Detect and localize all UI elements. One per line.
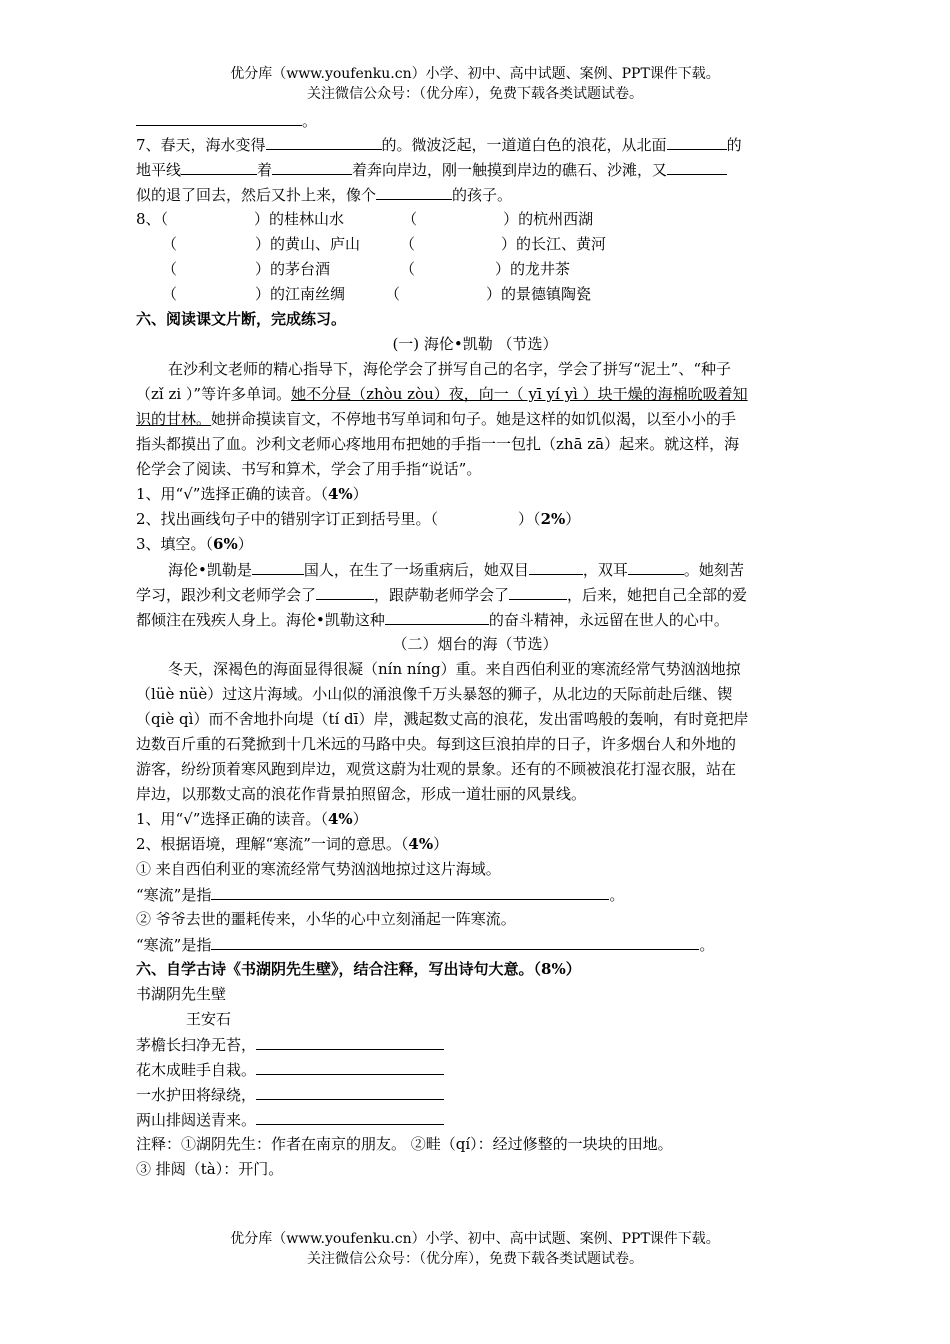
passage-1-line-4: 指头都摸出了血。沙利文老师心疼地用布把她的手指一一包扎（zhā zā）起来。就这样，海 bbox=[136, 435, 740, 453]
prev-answer-line: 。 bbox=[136, 110, 317, 131]
q8-row-2: （ ）的黄山、庐山 （ ）的长江、黄河 bbox=[162, 235, 607, 253]
underlined-sentence: 她不分昼（zhòu zòu）夜，向一（ yī yí yì ）块干燥的海棉吮吸着知 bbox=[291, 385, 748, 403]
passage-1-line-2: （zǐ zi ）”等许多单词。她不分昼（zhòu zòu）夜，向一（ yī yí yì ）块干燥的海棉吮吸着知 bbox=[136, 385, 748, 403]
poem-line-2: 花木成畦手自栽。 bbox=[136, 1059, 444, 1080]
answer-blank[interactable] bbox=[667, 159, 727, 175]
passage-1-question-1: 1、用“√”选择正确的读音。（4%） bbox=[136, 485, 368, 503]
passage-2-title: （二）烟台的海（节选） bbox=[392, 635, 558, 653]
fill-line-3: 都倾注在残疾人身上。海伦•凯勒这种 的奋斗精神，永远留在世人的心中。 bbox=[136, 611, 729, 629]
answer-blank[interactable] bbox=[211, 934, 699, 950]
answer-blank[interactable] bbox=[256, 1084, 444, 1100]
passage-2-line-3: （qiè qì）而不舍地扑向堤（tí dī）岸，溅起数丈高的浪花，发出雷鸣般的轰响，有时竟把岸 bbox=[136, 710, 749, 728]
answer-blank[interactable] bbox=[252, 559, 304, 575]
poem-line-4: 两山排闼送青来。 bbox=[136, 1109, 444, 1130]
underlined-sentence: 识的甘林。 bbox=[136, 410, 212, 428]
answer-blank[interactable] bbox=[316, 584, 374, 600]
q8-row-1: 8、（ ）的桂林山水 （ ）的杭州西湖 bbox=[136, 210, 594, 228]
poem-line-3: 一水护田将绿绕， bbox=[136, 1084, 444, 1105]
passage-2-sentence-2: ② 爷爷去世的噩耗传来，小华的心中立刻涌起一阵寒流。 bbox=[136, 910, 516, 928]
passage-2-answer-1: “寒流”是指 。 bbox=[136, 886, 625, 904]
passage-1-line-1: 在沙利文老师的精心指导下，海伦学会了拼写自己的名字，学会了拼写“泥土”、“种子 bbox=[168, 360, 732, 378]
passage-2-answer-2: “寒流”是指 。 bbox=[136, 936, 715, 954]
answer-blank[interactable] bbox=[385, 609, 489, 625]
answer-blank[interactable] bbox=[211, 884, 609, 900]
page-header-line-1: 优分库（www.youfenku.cn）小学、初中、高中试题、案例、PPT课件下载。 bbox=[230, 66, 720, 82]
q8-row-4: （ ）的江南丝绸 （ ）的景德镇陶瓷 bbox=[162, 285, 592, 303]
q7-line-2: 地平线 着 着奔向岸边，刚一触摸到岸边的礁石、沙滩，又 bbox=[136, 159, 727, 180]
answer-blank[interactable] bbox=[509, 584, 567, 600]
poem-note-2: ③ 排闼（tà）：开门。 bbox=[136, 1160, 284, 1178]
passage-2-line-6: 岸边，以那数丈高的浪花作背景拍照留念，形成一道壮丽的风景线。 bbox=[136, 785, 587, 803]
answer-blank[interactable] bbox=[256, 1109, 444, 1125]
page-footer-line-2: 关注微信公众号：（优分库），免费下载各类试题试卷。 bbox=[307, 1251, 643, 1267]
q7-line-1: 7、春天，海水变得 的。微波泛起，一道道白色的浪花，从北面 的 bbox=[136, 136, 742, 154]
passage-2-line-4: 边数百斤重的石凳掀到十几米远的马路中央。每到这巨浪拍岸的日子，许多烟台人和外地的 bbox=[136, 735, 737, 753]
passage-2-line-5: 游客，纷纷顶着寒风跑到岸边，观赏这蔚为壮观的景象。还有的不顾被浪花打湿衣服，站在 bbox=[136, 760, 737, 778]
answer-blank[interactable] bbox=[181, 159, 257, 175]
poem-section-title: 六、自学古诗《书湖阴先生壁》，结合注释，写出诗句大意。（8%） bbox=[136, 960, 581, 978]
poem-line-1: 茅檐长扫净无苔， bbox=[136, 1034, 444, 1055]
fill-line-1: 海伦•凯勒是 国人，在生了一场重病后，她双目 ，双耳 。她刻苦 bbox=[168, 561, 744, 579]
answer-blank[interactable] bbox=[256, 1059, 444, 1075]
section-6-title: 六、阅读课文片断，完成练习。 bbox=[136, 310, 347, 328]
passage-2-sentence-1: ① 来自西伯利亚的寒流经常气势汹汹地掠过这片海域。 bbox=[136, 860, 501, 878]
passage-2-line-2: （lüè nüè）过这片海域。小山似的涌浪像千万头暴怒的狮子，从北边的天际前赴后继、锲 bbox=[136, 685, 733, 703]
answer-blank[interactable] bbox=[667, 134, 727, 150]
passage-2-line-1: 冬天，深褐色的海面显得很凝（nín níng）重。来自西伯利亚的寒流经常气势汹汹地掠 bbox=[168, 660, 741, 678]
answer-blank[interactable] bbox=[266, 134, 382, 150]
poem-title: 书湖阴先生壁 bbox=[136, 985, 227, 1003]
poem-author: 王安石 bbox=[186, 1010, 232, 1028]
passage-1-title: (一) 海伦•凯勒 （节选） bbox=[392, 335, 558, 353]
answer-blank[interactable] bbox=[628, 559, 684, 575]
page-header-line-2: 关注微信公众号：（优分库），免费下载各类试题试卷。 bbox=[307, 86, 643, 102]
answer-blank[interactable] bbox=[256, 1034, 444, 1050]
passage-1-line-5: 伦学会了阅读、书写和算术，学会了用手指“说话”。 bbox=[136, 460, 482, 478]
q8-row-3: （ ）的茅台酒 （ ）的龙井茶 bbox=[162, 260, 571, 278]
answer-blank[interactable] bbox=[272, 159, 352, 175]
answer-blank[interactable] bbox=[136, 110, 302, 126]
passage-1-line-3: 识的甘林。她拼命摸读盲文，不停地书写单词和句子。她是这样的如饥似渴，以至小小的手 bbox=[136, 410, 737, 428]
page-footer-line-1: 优分库（www.youfenku.cn）小学、初中、高中试题、案例、PPT课件下载。 bbox=[230, 1231, 720, 1247]
passage-1-question-2: 2、找出画线句子中的错别字订正到括号里。（ ）（2%） bbox=[136, 510, 581, 528]
answer-blank[interactable] bbox=[376, 184, 452, 200]
passage-2-question-1: 1、用“√”选择正确的读音。（4%） bbox=[136, 810, 368, 828]
q7-line-3: 似的退了回去，然后又扑上来，像个 的孩子。 bbox=[136, 186, 513, 204]
passage-1-question-3: 3、填空。（6%） bbox=[136, 535, 253, 553]
poem-note-1: 注释：①湖阴先生：作者在南京的朋友。 ②畦（qí）：经过修整的一块块的田地。 bbox=[136, 1135, 673, 1153]
passage-2-question-2: 2、根据语境，理解“寒流”一词的意思。（4%） bbox=[136, 835, 449, 853]
answer-blank[interactable] bbox=[529, 559, 583, 575]
fill-line-2: 学习，跟沙利文老师学会了 ，跟萨勒老师学会了 ，后来，她把自己全部的爱 bbox=[136, 586, 748, 604]
